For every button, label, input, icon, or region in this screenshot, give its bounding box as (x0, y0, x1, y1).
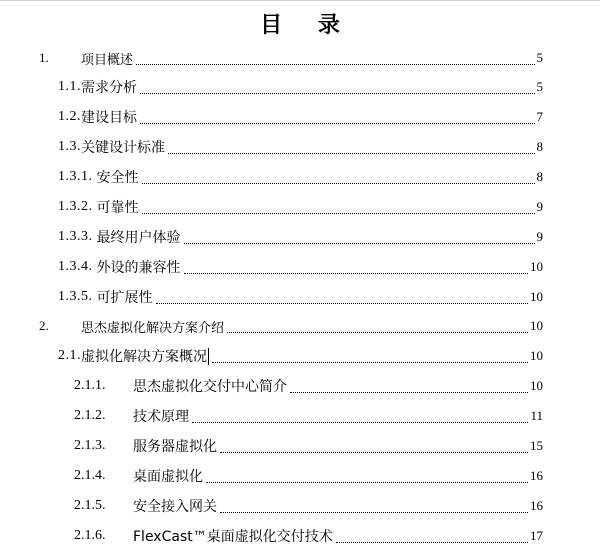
toc-number: 2.1. (58, 348, 81, 363)
dot-leader (206, 482, 528, 483)
toc-number: 1.3.3. (58, 229, 93, 244)
toc-entry[interactable] (0, 72, 600, 102)
dot-leader (184, 243, 535, 244)
toc-title: 思杰虚拟化解决方案介绍 (81, 320, 225, 336)
toc-entry[interactable] (0, 521, 600, 551)
toc-page-number: 8 (536, 169, 543, 184)
toc-number: 1. (39, 50, 49, 65)
toc-entry[interactable] (0, 461, 600, 491)
toc-title: 关键设计标准 (81, 140, 165, 156)
toc-page-number: 10 (530, 348, 543, 363)
toc-page-number: 10 (530, 289, 543, 304)
toc-title: 服务器虚拟化 (133, 439, 217, 455)
toc-number: 2.1.5. (74, 498, 106, 513)
dot-leader (168, 153, 535, 154)
toc-page-number: 10 (530, 259, 543, 274)
toc-number: 2.1.6. (74, 528, 106, 543)
toc-title: 外设的兼容性 (96, 260, 181, 276)
toc-page-number: 16 (530, 468, 543, 483)
toc-entry[interactable] (0, 491, 600, 521)
toc-title: 可扩展性 (96, 290, 153, 306)
toc-page-number: 15 (530, 438, 543, 453)
toc-title: 思杰虚拟化交付中心简介 (133, 379, 287, 395)
toc-entry[interactable] (0, 222, 600, 252)
toc-title: 需求分析 (81, 80, 137, 96)
dot-leader (136, 64, 534, 65)
toc-entry[interactable] (0, 192, 600, 222)
toc-entry[interactable] (0, 282, 600, 312)
dot-leader (140, 123, 535, 124)
dot-leader (290, 392, 528, 393)
dot-leader (336, 542, 528, 543)
toc-title: 最终用户体验 (96, 230, 181, 246)
toc-entry[interactable] (0, 252, 600, 282)
dot-leader (142, 213, 535, 214)
toc-entry[interactable] (0, 401, 600, 431)
toc-entry[interactable] (0, 341, 600, 371)
toc-number: 1.3.2. (58, 199, 93, 214)
toc-page-number: 17 (530, 528, 543, 543)
toc-entry[interactable] (0, 311, 600, 341)
toc-entry[interactable] (0, 431, 600, 461)
toc-number: 2. (39, 318, 49, 333)
toc-entry[interactable] (0, 132, 600, 162)
toc-title: 建设目标 (81, 110, 137, 126)
toc-number: 2.1.2. (74, 408, 106, 423)
dot-leader (220, 512, 528, 513)
dot-leader (192, 422, 528, 423)
toc-number: 2.1.4. (74, 468, 106, 483)
toc-number: 1.3. (58, 139, 81, 154)
toc-entry[interactable] (0, 102, 600, 132)
dot-leader (212, 362, 528, 363)
toc-page-number: 9 (536, 229, 543, 244)
toc-number: 1.2. (58, 109, 81, 124)
dot-leader (156, 303, 529, 304)
toc-entry[interactable] (0, 43, 600, 73)
page-title: 目 录 (260, 13, 354, 38)
toc-page-number: 9 (536, 199, 543, 214)
toc-title: 虚拟化解决方案概况 (81, 349, 207, 365)
toc-number: 2.1.1. (74, 378, 106, 393)
toc-title: 可靠性 (96, 200, 139, 216)
toc-entry[interactable] (0, 371, 600, 401)
toc-page-number: 5 (536, 50, 543, 65)
toc-title: 技术原理 (133, 409, 189, 425)
toc-page-number: 16 (530, 498, 543, 513)
toc-page-number: 10 (530, 378, 543, 393)
toc-number: 2.1.3. (74, 438, 106, 453)
dot-leader (140, 93, 535, 94)
top-divider (0, 0, 600, 1)
toc-number: 1.3.1. (58, 169, 93, 184)
toc-page-number: 5 (536, 79, 543, 94)
toc-number: 1.3.5. (58, 289, 93, 304)
toc-title: 安全性 (96, 170, 139, 186)
toc-number: 1.1. (58, 79, 81, 94)
toc-title: 桌面虚拟化 (133, 469, 203, 485)
toc-title: 安全接入网关 (133, 499, 217, 515)
toc-page-number: 11 (530, 408, 543, 423)
toc-title: FlexCast™桌面虚拟化交付技术 (133, 529, 333, 545)
dot-leader (184, 273, 529, 274)
toc-number: 1.3.4. (58, 259, 93, 274)
toc-page-number: 10 (530, 318, 543, 333)
toc-entry[interactable] (0, 162, 600, 192)
dot-leader (142, 183, 535, 184)
text-cursor (208, 348, 209, 365)
dot-leader (220, 452, 528, 453)
dot-leader (227, 332, 528, 333)
toc-title: 项目概述 (81, 52, 134, 68)
toc-page-number: 7 (536, 109, 543, 124)
toc-page-number: 8 (536, 139, 543, 154)
